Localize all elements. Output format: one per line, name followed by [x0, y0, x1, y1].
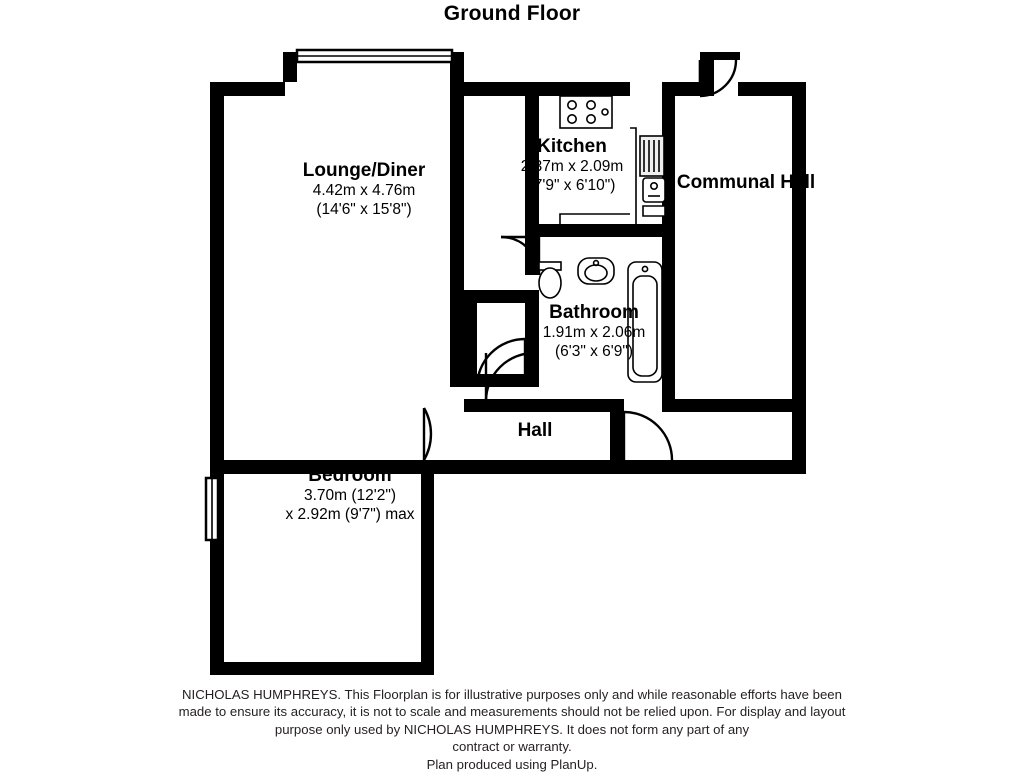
room-dim-bathroom-imperial: (6'3" x 6'9") [554, 342, 634, 360]
room-dim-kitchen-metric: 2.37m x 2.09m [520, 158, 624, 176]
sink-icon [643, 178, 665, 216]
bath-icon [628, 262, 662, 382]
hob-icon [560, 96, 612, 128]
kitchen-counter [560, 128, 636, 224]
room-dim-bathroom-metric: 1.91m x 2.06m [542, 324, 646, 342]
walls [210, 52, 806, 675]
disclaimer-line-2: made to ensure its accuracy, it is not to scale and measurements should not be relied upon. For display and layout [178, 704, 846, 720]
room-dim-bedroom-metric: 3.70m (12'2") [303, 487, 397, 505]
room-name-kitchen: Kitchen [537, 136, 607, 157]
door-hall-to-communal [624, 412, 672, 460]
fridge-icon [640, 136, 664, 176]
page-title: Ground Floor [443, 2, 581, 25]
room-name-communal-hall: Communal Hall [676, 172, 816, 193]
room-name-hall: Hall [517, 420, 553, 441]
disclaimer-line-1: NICHOLAS HUMPHREYS. This Floorplan is for illustrative purposes only and while reasonable efforts have been [182, 687, 842, 702]
room-dim-bedroom-imperial: x 2.92m (9'7") max [285, 505, 415, 523]
room-dim-kitchen-imperial: (7'9" x 6'10") [528, 176, 616, 194]
disclaimer-line-4: contract or warranty. [452, 739, 572, 755]
room-name-lounge: Lounge/Diner [302, 160, 426, 181]
toilet-icon [539, 262, 561, 298]
window-lounge [297, 50, 452, 62]
disclaimer-line-3: purpose only used by NICHOLAS HUMPHREYS. It does not form any part of any [274, 721, 750, 737]
disclaimer [0, 686, 1024, 773]
disclaimer-line-5: Plan produced using PlanUp. [426, 756, 598, 772]
door-bedroom [424, 408, 431, 460]
room-name-bathroom: Bathroom [549, 302, 639, 323]
room-dim-lounge-imperial: (14'6" x 15'8") [316, 200, 412, 218]
room-dim-lounge-metric: 4.42m x 4.76m [312, 182, 416, 200]
room-name-bedroom: Bedroom [308, 465, 392, 486]
washbasin-icon [578, 258, 614, 284]
window-bedroom [206, 478, 218, 540]
